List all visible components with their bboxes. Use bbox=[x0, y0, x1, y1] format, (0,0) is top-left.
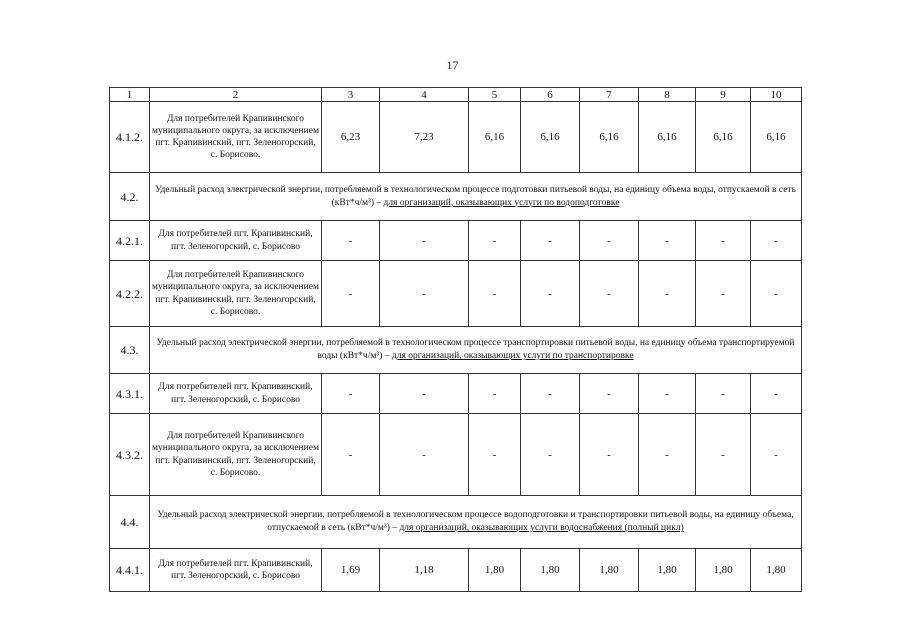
row-value: - bbox=[469, 414, 521, 496]
row-value: - bbox=[380, 261, 469, 327]
row-value: - bbox=[322, 261, 380, 327]
row-number: 4.4.1. bbox=[110, 549, 150, 592]
row-value: 6,16 bbox=[469, 102, 521, 173]
section-row bbox=[110, 173, 802, 221]
row-description: Для потребителей Крапивинского муниципального округа, за исключением пгт. Крапивинский, пгт. Зеленогорский, с. Борисово. bbox=[150, 102, 322, 173]
row-description: Для потребителей пгт. Крапивинский, пгт. Зеленогорский, с. Борисово bbox=[150, 374, 322, 414]
column-header: 7 bbox=[580, 88, 639, 102]
row-number: 4.3.1. bbox=[110, 374, 150, 414]
row-value: 1,80 bbox=[521, 549, 580, 592]
row-value: - bbox=[380, 414, 469, 496]
row-value: - bbox=[521, 261, 580, 327]
row-value: 6,23 bbox=[322, 102, 380, 173]
row-number: 4.1.2. bbox=[110, 102, 150, 173]
row-value: 1,18 bbox=[380, 549, 469, 592]
column-header: 6 bbox=[521, 88, 580, 102]
row-value: - bbox=[580, 374, 639, 414]
row-value: 6,16 bbox=[521, 102, 580, 173]
row-value: 1,80 bbox=[639, 549, 696, 592]
row-value: - bbox=[580, 414, 639, 496]
row-number: 4.3.2. bbox=[110, 414, 150, 496]
row-value: - bbox=[580, 261, 639, 327]
row-value: - bbox=[639, 261, 696, 327]
section-text: Удельный расход электрической энергии, потребляемой в технологическом процессе транспортировки питьевой воды, на единицу объема транспортируемой воды (кВт*ч/м³) – bbox=[156, 338, 795, 361]
column-header: 8 bbox=[639, 88, 696, 102]
row-value: - bbox=[696, 374, 751, 414]
section-text-underlined: для организаций, оказывающих услуги по транспортировке bbox=[391, 351, 634, 361]
row-value: - bbox=[580, 221, 639, 261]
section-text: Удельный расход электрической энергии, потребляемой в технологическом процессе водоподготовки и транспортировки питьевой воды, на единицу объема, отпускаемой в сеть (кВт*ч/м³) – bbox=[157, 510, 794, 533]
row-value: - bbox=[521, 374, 580, 414]
row-value: 1,69 bbox=[322, 549, 380, 592]
table-row bbox=[110, 549, 802, 592]
row-description: Для потребителей пгт. Крапивинский, пгт. Зеленогорский, с. Борисово bbox=[150, 549, 322, 592]
section-text-underlined: для организаций, оказывающих услуги по водоподготовке bbox=[383, 197, 620, 208]
row-value: 6,16 bbox=[751, 102, 802, 173]
column-header: 4 bbox=[380, 88, 469, 102]
column-header: 2 bbox=[150, 88, 322, 102]
section-number: 4.2. bbox=[110, 173, 150, 221]
table-row bbox=[110, 414, 802, 496]
row-value: - bbox=[322, 374, 380, 414]
row-value: 1,80 bbox=[469, 549, 521, 592]
row-value: - bbox=[322, 221, 380, 261]
row-value: - bbox=[639, 374, 696, 414]
section-description bbox=[150, 327, 802, 374]
energy-consumption-table bbox=[109, 87, 802, 592]
row-value: - bbox=[751, 374, 802, 414]
row-value: 1,80 bbox=[696, 549, 751, 592]
section-text-underlined: для организаций, оказывающих услуги водоснабжения (полный цикл) bbox=[399, 523, 684, 533]
page-number: 17 bbox=[446, 58, 459, 72]
row-number: 4.2.2. bbox=[110, 261, 150, 327]
column-header: 5 bbox=[469, 88, 521, 102]
row-value: - bbox=[521, 221, 580, 261]
row-value: 7,23 bbox=[380, 102, 469, 173]
column-header: 1 bbox=[110, 88, 150, 102]
section-number: 4.3. bbox=[110, 327, 150, 374]
row-value: - bbox=[751, 261, 802, 327]
header-row bbox=[110, 88, 802, 102]
row-value: - bbox=[751, 221, 802, 261]
column-header: 9 bbox=[696, 88, 751, 102]
section-text: Удельный расход электрической энергии, потребляемой в технологическом процессе подготовки питьевой воды, на единицу объема воды, отпускаемой в сеть (кВт*ч/м³) – bbox=[155, 184, 796, 208]
table-row bbox=[110, 261, 802, 327]
row-value: - bbox=[322, 414, 380, 496]
row-value: - bbox=[696, 221, 751, 261]
section-number: 4.4. bbox=[110, 496, 150, 549]
row-value: - bbox=[469, 261, 521, 327]
row-value: 1,80 bbox=[580, 549, 639, 592]
section-description bbox=[150, 173, 802, 221]
table-row bbox=[110, 221, 802, 261]
row-value: 6,16 bbox=[639, 102, 696, 173]
row-value: - bbox=[521, 414, 580, 496]
section-description bbox=[150, 496, 802, 549]
row-value: 6,16 bbox=[580, 102, 639, 173]
row-value: - bbox=[751, 414, 802, 496]
section-row bbox=[110, 496, 802, 549]
row-description: Для потребителей Крапивинского муниципального округа, за исключением пгт. Крапивинский, пгт. Зеленогорский, с. Борисово. bbox=[150, 261, 322, 327]
row-value: - bbox=[696, 414, 751, 496]
row-value: - bbox=[639, 414, 696, 496]
row-value: - bbox=[469, 221, 521, 261]
column-header: 10 bbox=[751, 88, 802, 102]
row-value: - bbox=[639, 221, 696, 261]
section-row bbox=[110, 327, 802, 374]
row-value: - bbox=[380, 374, 469, 414]
row-value: - bbox=[696, 261, 751, 327]
row-number: 4.2.1. bbox=[110, 221, 150, 261]
table-row bbox=[110, 102, 802, 173]
column-header: 3 bbox=[322, 88, 380, 102]
row-value: 1,80 bbox=[751, 549, 802, 592]
row-description: Для потребителей пгт. Крапивинский, пгт. Зеленогорский, с. Борисово bbox=[150, 221, 322, 261]
row-value: 6,16 bbox=[696, 102, 751, 173]
row-description: Для потребителей Крапивинского муниципального округа, за исключением пгт. Крапивинский, пгт. Зеленогорский, с. Борисово. bbox=[150, 414, 322, 496]
table-row bbox=[110, 374, 802, 414]
row-value: - bbox=[380, 221, 469, 261]
row-value: - bbox=[469, 374, 521, 414]
